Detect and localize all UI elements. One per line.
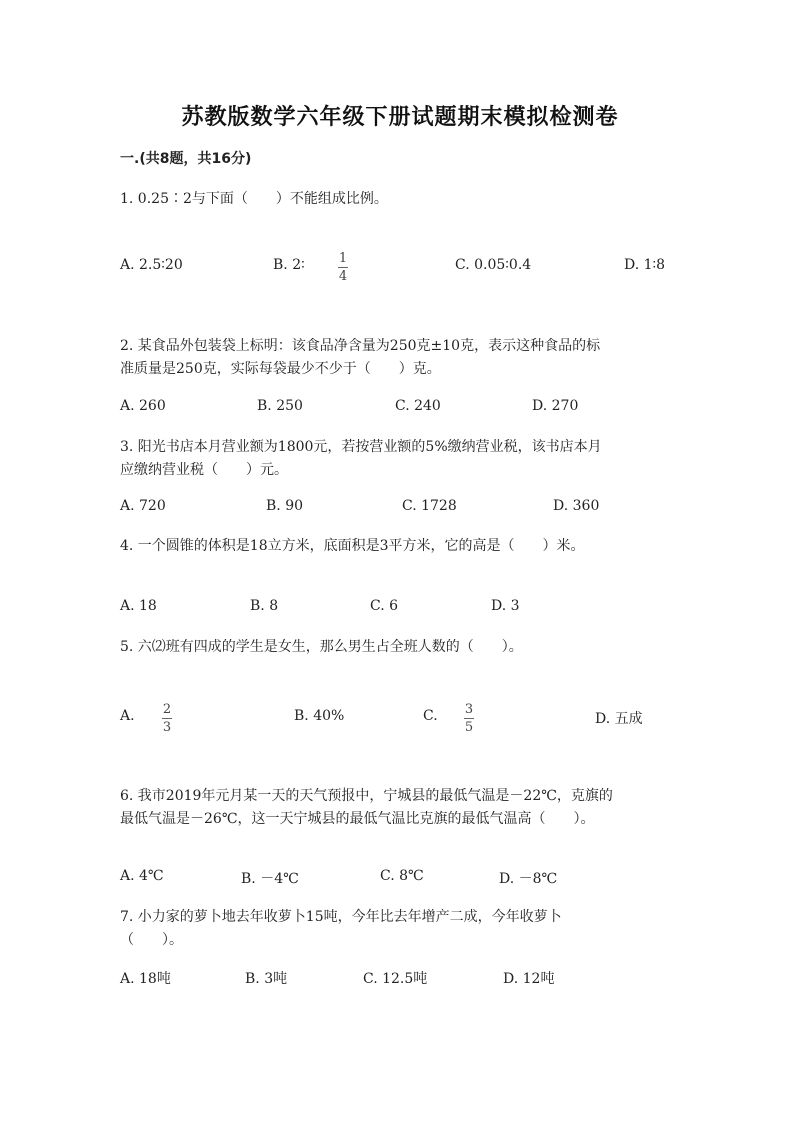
question-2-stem-line-1: 2. 某食品外包装袋上标明：该食品净含量为250克±10克，表示这种食品的标 xyxy=(120,338,601,354)
question-7-stem-line-1: 7. 小力家的萝卜地去年收萝卜15吨，今年比去年增产二成，今年收萝卜 xyxy=(120,909,562,925)
fraction-bar xyxy=(338,267,348,268)
question-7-stem-line-2: （ ）。 xyxy=(120,932,183,948)
question-7-option-b: B. 3吨 xyxy=(245,971,288,987)
question-2-stem-line-2: 准质量是250克，实际每袋最少不少于（ ）克。 xyxy=(120,361,441,377)
question-5-option-a-label: A. xyxy=(120,708,135,724)
section-heading: 一.(共8题，共16分) xyxy=(120,151,252,167)
question-6-option-a: A. 4℃ xyxy=(120,868,164,884)
fraction-denominator: 4 xyxy=(338,269,348,284)
question-4-option-d: D. 3 xyxy=(491,598,520,614)
question-5-option-c-fraction xyxy=(464,702,474,735)
question-1-stem: 1. 0.25∶2与下面（ ）不能组成比例。 xyxy=(120,191,388,207)
question-2-option-a: A. 260 xyxy=(120,398,166,414)
question-3-option-b: B. 90 xyxy=(266,498,304,514)
question-5-option-c-label: C. xyxy=(423,708,438,724)
question-7-option-a: A. 18吨 xyxy=(120,971,171,987)
fraction-numerator: 2 xyxy=(162,702,172,717)
question-1-option-c: C. 0.05∶0.4 xyxy=(455,257,532,273)
question-3-stem-line-1: 3. 阳光书店本月营业额为1800元，若按营业额的5%缴纳营业税，该书店本月 xyxy=(120,439,602,455)
question-3-stem-line-2: 应缴纳营业税（ ）元。 xyxy=(120,462,288,478)
question-5-option-b: B. 40% xyxy=(294,708,345,724)
fraction-denominator: 5 xyxy=(464,720,474,735)
page-title: 苏教版数学六年级下册试题期末模拟检测卷 xyxy=(181,105,619,130)
question-6-stem-line-2: 最低气温是－26℃，这一天宁城县的最低气温比克旗的最低气温高（ ）。 xyxy=(120,811,595,827)
question-6-option-b: B. －4℃ xyxy=(241,871,299,887)
question-7-option-c: C. 12.5吨 xyxy=(363,971,428,987)
question-4-stem: 4. 一个圆锥的体积是18立方米，底面积是3平方米，它的高是（ ）米。 xyxy=(120,538,585,554)
question-4-option-b: B. 8 xyxy=(250,598,279,614)
question-5-stem: 5. 六⑵班有四成的学生是女生，那么男生占全班人数的（ ）。 xyxy=(120,639,523,655)
question-1-option-d: D. 1∶8 xyxy=(624,257,666,273)
question-1-option-b-fraction xyxy=(338,251,348,284)
question-4-option-c: C. 6 xyxy=(370,598,399,614)
question-3-option-d: D. 360 xyxy=(553,498,600,514)
question-5-option-d: D. 五成 xyxy=(595,711,643,727)
question-1-option-b xyxy=(273,257,305,273)
fraction-numerator: 3 xyxy=(464,702,474,717)
question-2-option-b: B. 250 xyxy=(257,398,303,414)
question-7-option-d: D. 12吨 xyxy=(503,971,555,987)
question-6-option-d: D. －8℃ xyxy=(499,871,558,887)
fraction-bar xyxy=(162,718,172,719)
fraction-denominator: 3 xyxy=(162,720,172,735)
question-3-option-a: A. 720 xyxy=(120,498,166,514)
fraction-numerator: 1 xyxy=(338,251,348,266)
question-1-option-b-label: B. 2∶ xyxy=(273,257,305,273)
question-1-option-a: A. 2.5∶20 xyxy=(120,257,183,273)
question-2-option-c: C. 240 xyxy=(395,398,441,414)
question-3-option-c: C. 1728 xyxy=(402,498,457,514)
fraction-bar xyxy=(464,718,474,719)
question-4-option-a: A. 18 xyxy=(120,598,157,614)
question-6-option-c: C. 8℃ xyxy=(380,868,424,884)
question-5-option-a-fraction xyxy=(162,702,172,735)
question-2-option-d: D. 270 xyxy=(532,398,579,414)
question-6-stem-line-1: 6. 我市2019年元月某一天的天气预报中，宁城县的最低气温是－22℃，克旗的 xyxy=(120,788,613,804)
